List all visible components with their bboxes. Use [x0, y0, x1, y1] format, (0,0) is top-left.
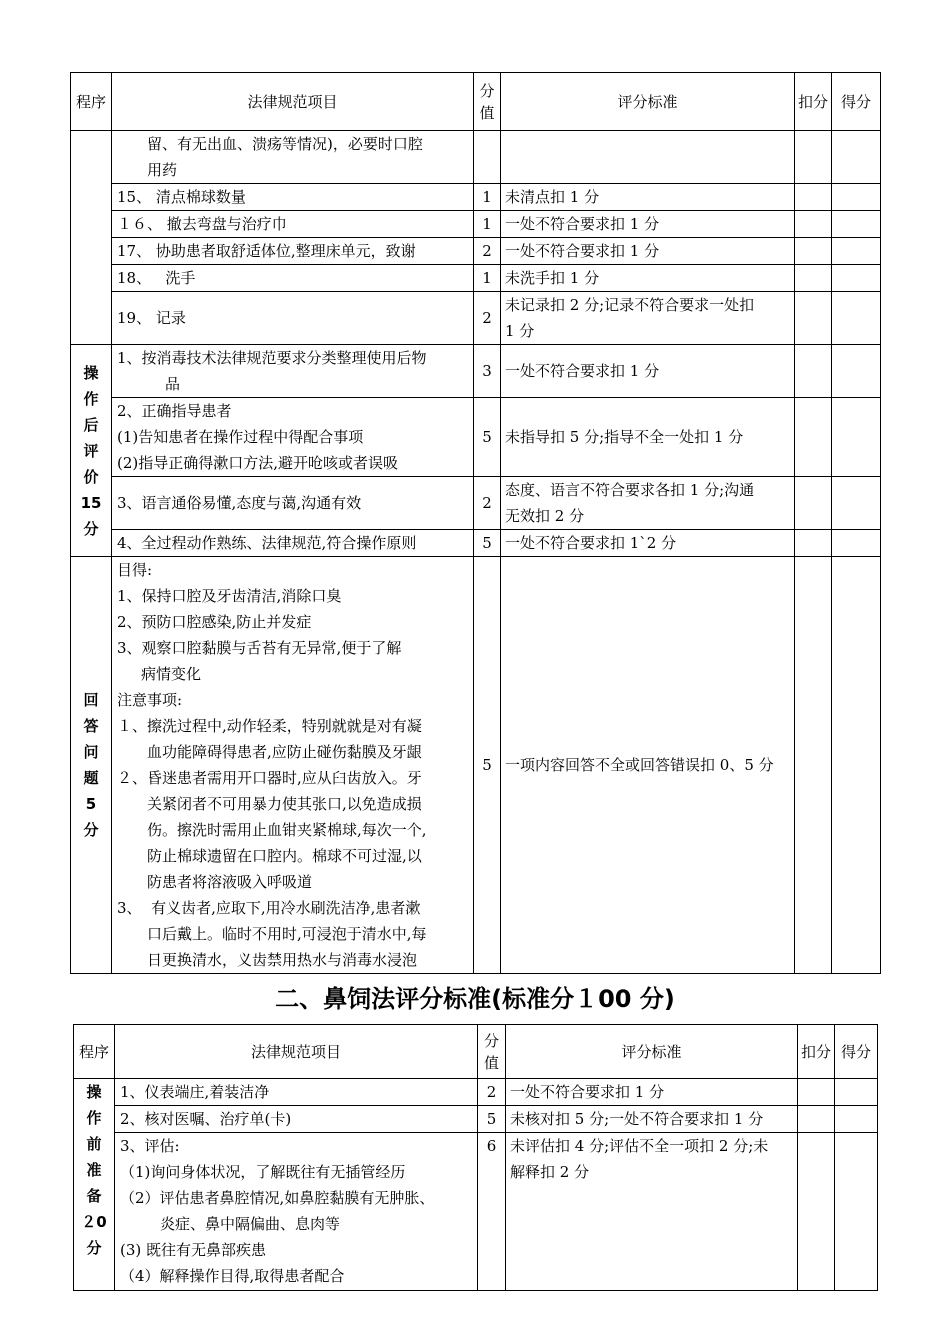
item-cell: 1、按消毒技术法律规范要求分类整理使用后物 品	[112, 345, 474, 398]
standard-cell: 一项内容回答不全或回答错误扣 0、5 分	[501, 557, 795, 974]
standard-cell: 一处不符合要求扣 1 分	[501, 345, 795, 398]
deduct-cell	[795, 398, 832, 477]
score-cell: 2	[474, 292, 501, 345]
score-cell: 3	[474, 345, 501, 398]
standard-cell: 未洗手扣 1 分	[501, 265, 795, 292]
table-row	[71, 211, 881, 238]
deduct-cell	[795, 557, 832, 974]
get-cell	[832, 238, 881, 265]
table-row	[71, 184, 881, 211]
get-cell	[835, 1133, 878, 1291]
table-row	[74, 1079, 878, 1106]
item-cell: 19、 记录	[112, 292, 474, 345]
item-cell: 15、 清点棉球数量	[112, 184, 474, 211]
table-row	[71, 265, 881, 292]
header-get: 得分	[832, 73, 881, 131]
deduct-cell	[795, 345, 832, 398]
item-cell: 目得: 1、保持口腔及牙齿清洁,消除口臭 2、预防口腔感染,防止并发症 3、观察口腔黏膜与舌苔有无异常,便于了解 病情变化 注意事项: １、擦洗过程中,动作轻柔，特别就就是对有凝 血功能障碍得患者,应防止碰伤黏膜及牙龈 ２、昏迷患者需用开口器时,应从臼齿放入。牙 关紧闭者不可用暴力使其张口,以免造成损 伤。擦洗时需用止血钳夹紧棉球,每次一个, 防止棉球遗留在口腔内。棉球不可过湿,以 防患者将溶液吸入呼吸道 3、 有义齿者,应取下,用冷水刷洗洁净,患者漱 口后戴上。临时不用时,可浸泡于清水中,每 日更换清水，义齿禁用热水与消毒水浸泡	[112, 557, 474, 974]
standard-cell: 态度、语言不符合要求各扣 1 分;沟通 无效扣 2 分	[501, 477, 795, 530]
header-deduct: 扣分	[795, 73, 832, 131]
get-cell	[832, 292, 881, 345]
score-cell: 2	[478, 1079, 506, 1106]
item-cell: 留、有无出血、溃疡等情况)，必要时口腔 用药	[112, 131, 474, 184]
standard-cell: 未记录扣 2 分;记录不符合要求一处扣 1 分	[501, 292, 795, 345]
standard-cell: 一处不符合要求扣 1 分	[501, 238, 795, 265]
header-standard: 评分标准	[506, 1025, 798, 1079]
score-cell: 5	[474, 530, 501, 557]
section-post-operation-evaluation: 操 作 后 评 价 15 分	[71, 345, 112, 557]
section-answer-questions: 回 答 问 题 5 分	[71, 557, 112, 974]
get-cell	[832, 477, 881, 530]
score-cell: 1	[474, 184, 501, 211]
get-cell	[832, 530, 881, 557]
table-row	[71, 292, 881, 345]
deduct-cell	[795, 265, 832, 292]
item-cell: 3、评估: （1)询问身体状况，了解既往有无插管经历 （2）评估患者鼻腔情况,如鼻腔黏膜有无肿胀、 炎症、鼻中隔偏曲、息肉等 (3) 既往有无鼻部疾患 （4）解释操作目得,取得患者配合	[115, 1133, 478, 1291]
table-row	[71, 345, 881, 398]
score-cell: 5	[474, 398, 501, 477]
score-cell: 2	[474, 238, 501, 265]
deduct-cell	[798, 1079, 835, 1106]
score-cell: 1	[474, 265, 501, 292]
header-item: 法律规范项目	[115, 1025, 478, 1079]
item-cell: 4、全过程动作熟练、法律规范,符合操作原则	[112, 530, 474, 557]
header-procedure: 程序	[71, 73, 112, 131]
deduct-cell	[798, 1133, 835, 1291]
score-cell	[474, 131, 501, 184]
deduct-cell	[795, 238, 832, 265]
header-get: 得分	[835, 1025, 878, 1079]
item-cell: １６、 撤去弯盘与治疗巾	[112, 211, 474, 238]
standard-cell: 未清点扣 1 分	[501, 184, 795, 211]
score-cell: 1	[474, 211, 501, 238]
score-cell: 6	[478, 1133, 506, 1291]
standard-cell: 一处不符合要求扣 1 分	[501, 211, 795, 238]
header-procedure: 程序	[74, 1025, 115, 1079]
table-row	[74, 1133, 878, 1291]
table-row	[71, 238, 881, 265]
deduct-cell	[795, 131, 832, 184]
standard-cell: 未指导扣 5 分;指导不全一处扣 1 分	[501, 398, 795, 477]
standard-cell: 一处不符合要求扣 1`2 分	[501, 530, 795, 557]
table-row	[71, 398, 881, 477]
table-row	[74, 1106, 878, 1133]
item-cell: 18、 洗手	[112, 265, 474, 292]
header-item: 法律规范项目	[112, 73, 474, 131]
score-cell: 5	[478, 1106, 506, 1133]
item-cell: 1、仪表端庄,着装洁净	[115, 1079, 478, 1106]
standard-cell: 未核对扣 5 分;一处不符合要求扣 1 分	[506, 1106, 798, 1133]
header-score: 分 值	[478, 1025, 506, 1079]
scoring-table-nasal-feeding	[73, 1024, 878, 1291]
get-cell	[832, 211, 881, 238]
deduct-cell	[798, 1106, 835, 1133]
header-standard: 评分标准	[501, 73, 795, 131]
section-title-nasal-feeding: 二、鼻饲法评分标准(标准分１00 分)	[275, 985, 675, 1013]
section-pre-operation-preparation: 操 作 前 准 备 ２0 分	[74, 1079, 115, 1291]
procedure-cell-empty	[71, 131, 112, 345]
standard-cell: 未评估扣 4 分;评估不全一项扣 2 分;未 解释扣 2 分	[506, 1133, 798, 1291]
score-cell: 2	[474, 477, 501, 530]
deduct-cell	[795, 211, 832, 238]
header-score: 分 值	[474, 73, 501, 131]
item-cell: 2、正确指导患者 (1)告知患者在操作过程中得配合事项 (2)指导正确得漱口方法,避开呛咳或者误吸	[112, 398, 474, 477]
deduct-cell	[795, 530, 832, 557]
table-header-row	[71, 73, 881, 131]
table-row	[71, 131, 881, 184]
deduct-cell	[795, 184, 832, 211]
score-cell: 5	[474, 557, 501, 974]
get-cell	[835, 1079, 878, 1106]
scoring-table-oral-care	[70, 72, 881, 974]
standard-cell: 一处不符合要求扣 1 分	[506, 1079, 798, 1106]
item-cell: 17、 协助患者取舒适体位,整理床单元，致谢	[112, 238, 474, 265]
get-cell	[832, 184, 881, 211]
item-cell: 2、核对医嘱、治疗单(卡)	[115, 1106, 478, 1133]
get-cell	[832, 557, 881, 974]
get-cell	[832, 265, 881, 292]
get-cell	[832, 131, 881, 184]
get-cell	[835, 1106, 878, 1133]
table-row	[71, 530, 881, 557]
table-header-row	[74, 1025, 878, 1079]
table-row	[71, 557, 881, 974]
deduct-cell	[795, 292, 832, 345]
get-cell	[832, 398, 881, 477]
header-deduct: 扣分	[798, 1025, 835, 1079]
standard-cell	[501, 131, 795, 184]
item-cell: 3、语言通俗易懂,态度与蔼,沟通有效	[112, 477, 474, 530]
table-row	[71, 477, 881, 530]
get-cell	[832, 345, 881, 398]
deduct-cell	[795, 477, 832, 530]
